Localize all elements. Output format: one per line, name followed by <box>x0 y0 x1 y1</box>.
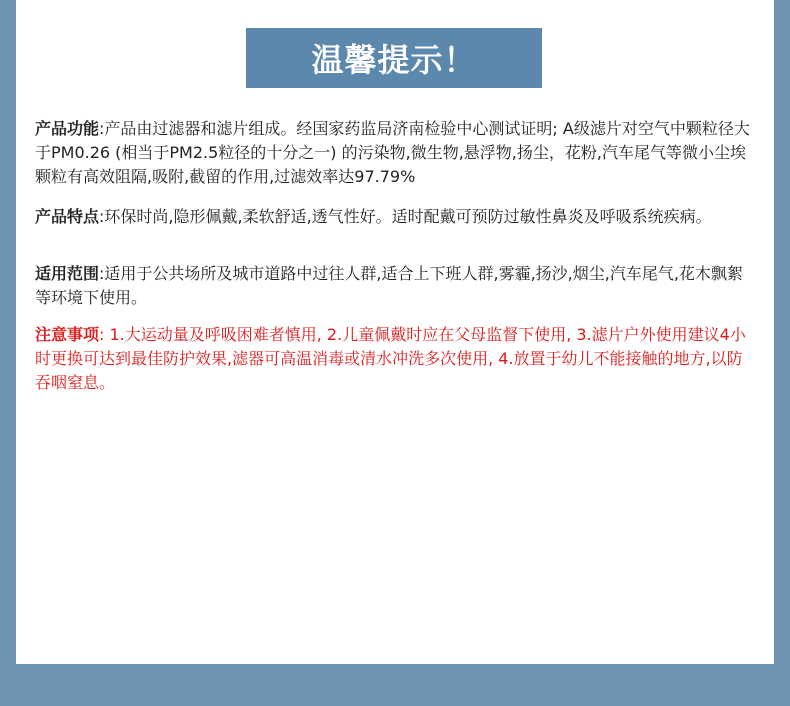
section-text: :产品由过滤器和滤片组成。经国家药监局济南检验中心测试证明; A级滤片对空气中颗粒径大于PM0.26 (相当于PM2.5粒径的十分之一) 的污染物,微生物,悬浮物,扬尘，花粉,汽车尾气等微小尘埃颗粒有高效阻隔,吸附,截留的作用,过滤效率达97.79% <box>35 119 750 186</box>
section-text: :环保时尚,隐形佩戴,柔软舒适,透气性好。适时配戴可预防过敏性鼻炎及呼吸系统疾病。 <box>99 207 712 226</box>
section-text: :适用于公共场所及城市道路中过往人群,适合上下班人群,雾霾,扬沙,烟尘,汽车尾气,花木飘絮等环境下使用。 <box>35 264 743 307</box>
section-usage-scope <box>35 262 755 310</box>
section-label: 产品特点 <box>35 207 100 226</box>
section-label: 产品功能 <box>35 119 100 138</box>
page-title: 温馨提示！ <box>311 41 477 79</box>
section-label: 注意事项 <box>35 325 100 344</box>
section-product-function <box>35 117 755 189</box>
section-text: : 1.大运动量及呼吸困难者慎用, 2.儿童佩戴时应在父母监督下使用, 3.滤片户外使用建议4小时更换可达到最佳防护效果,滤器可高温消毒或清水冲洗多次使用, 4.放置于幼儿不能接触的地方,以防吞咽窒息。 <box>35 325 746 392</box>
section-precautions <box>35 323 755 395</box>
section-label: 适用范围 <box>35 264 100 283</box>
section-product-features <box>35 205 755 229</box>
page-title-banner <box>246 28 542 88</box>
